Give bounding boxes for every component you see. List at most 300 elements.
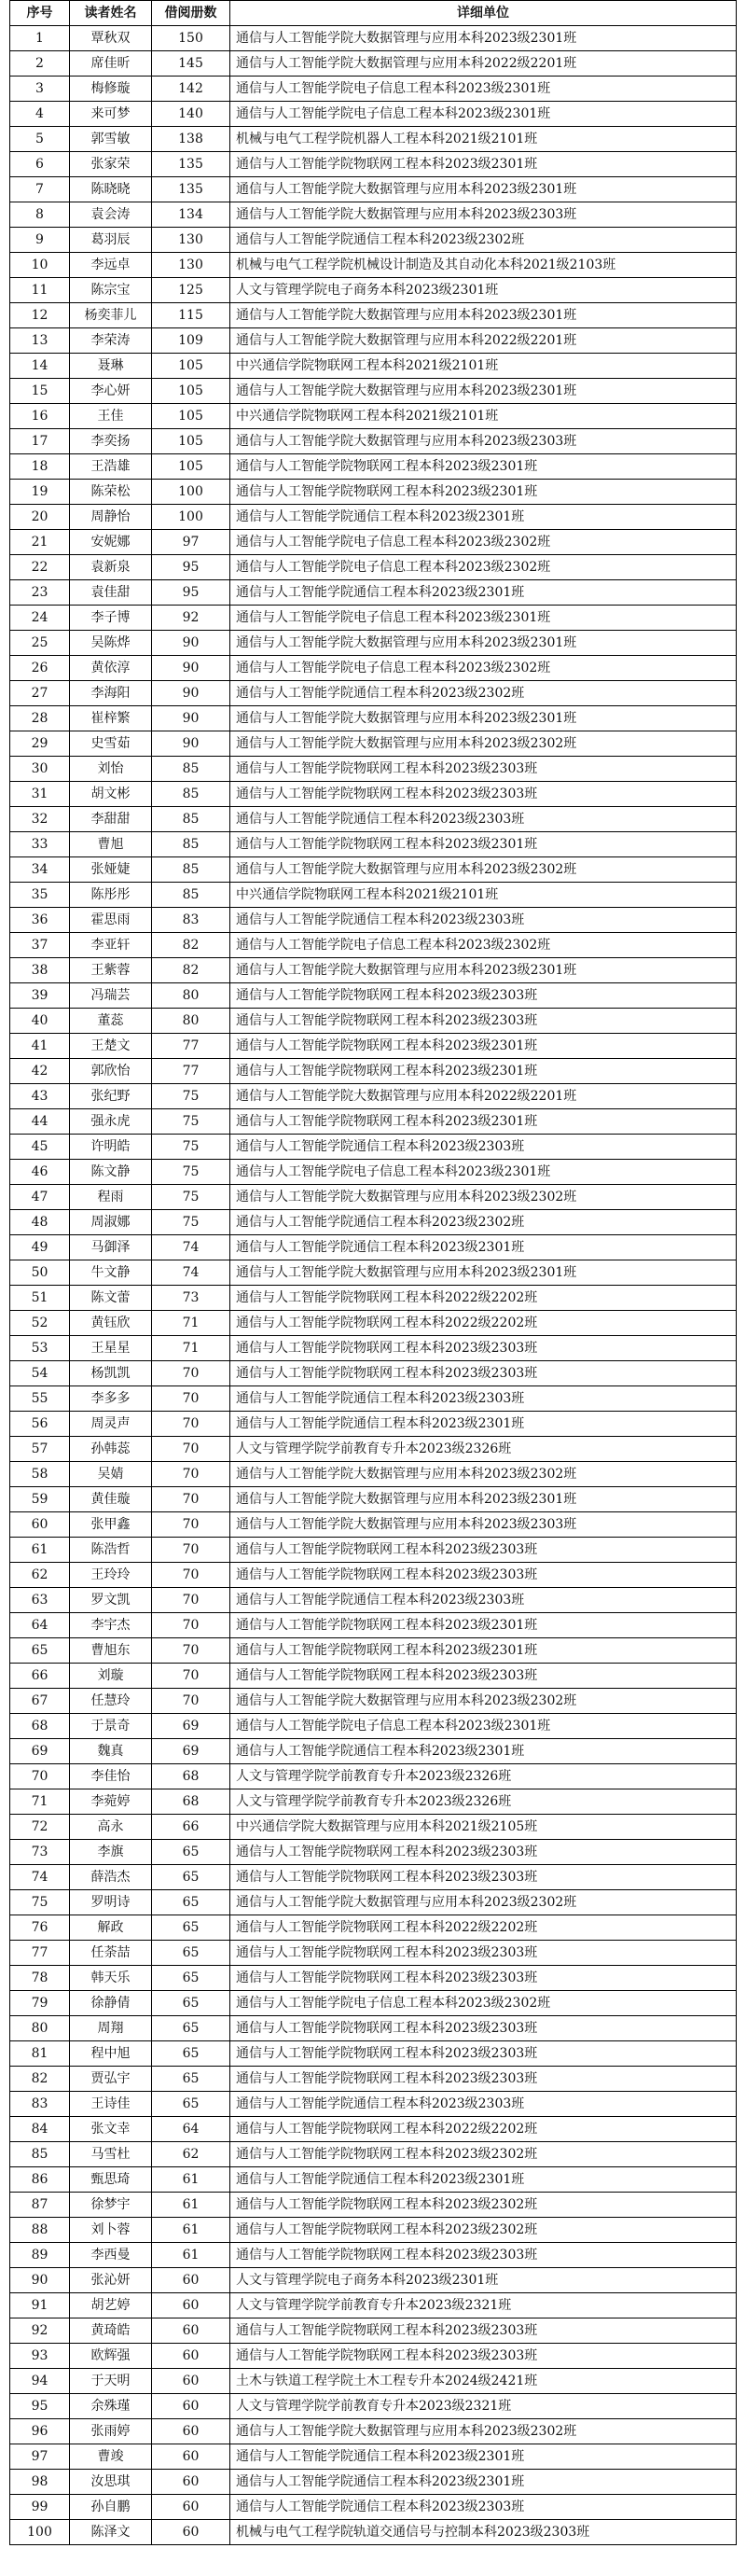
table-row [10,505,737,530]
borrow-count: 70 [152,1613,230,1638]
borrow-count: 75 [152,1185,230,1210]
detail-unit: 通信与人工智能学院通信工程本科2023级2303班 [230,807,737,832]
row-index: 44 [10,1109,70,1135]
borrow-count: 115 [152,303,230,328]
reader-name: 覃秋双 [70,26,152,51]
borrow-count: 70 [152,1462,230,1487]
reader-name: 郭雪敏 [70,127,152,152]
table-row [10,77,737,102]
reader-name: 王楚文 [70,1034,152,1059]
borrow-count: 82 [152,933,230,958]
reader-name: 张娅婕 [70,857,152,883]
reader-name: 马雪杜 [70,2142,152,2167]
borrow-count: 60 [152,2444,230,2470]
table-row [10,1487,737,1512]
table-row [10,1462,737,1487]
detail-unit: 通信与人工智能学院电子信息工程本科2023级2302班 [230,656,737,681]
table-row [10,958,737,983]
reader-name: 李远卓 [70,253,152,278]
reader-name: 黄佳璇 [70,1487,152,1512]
detail-unit: 通信与人工智能学院电子信息工程本科2023级2301班 [230,1714,737,1739]
detail-unit: 通信与人工智能学院物联网工程本科2023级2301班 [230,480,737,505]
row-index: 4 [10,102,70,127]
borrow-count: 70 [152,1412,230,1437]
reader-name: 李佳怡 [70,1764,152,1789]
detail-unit: 机械与电气工程学院机械设计制造及其自动化本科2021级2103班 [230,253,737,278]
row-index: 63 [10,1588,70,1613]
reader-name: 李多多 [70,1386,152,1412]
detail-unit: 中兴通信学院物联网工程本科2021级2101班 [230,404,737,429]
table-row [10,1941,737,1966]
table-row [10,1311,737,1336]
reader-name: 周翔 [70,2016,152,2041]
table-row [10,656,737,681]
reader-name: 陈文静 [70,1160,152,1185]
row-index: 26 [10,656,70,681]
row-index: 95 [10,2394,70,2419]
table-row [10,832,737,857]
borrow-count: 70 [152,1664,230,1689]
detail-unit: 通信与人工智能学院通信工程本科2023级2302班 [230,1210,737,1235]
reader-name: 陈彤彤 [70,883,152,908]
detail-unit: 通信与人工智能学院通信工程本科2023级2303班 [230,1386,737,1412]
table-row [10,2520,737,2545]
row-index: 39 [10,983,70,1009]
reader-name: 魏真 [70,1739,152,1764]
detail-unit: 通信与人工智能学院物联网工程本科2023级2303班 [230,1336,737,1361]
reader-name: 冯瑞芸 [70,983,152,1009]
table-row [10,1915,737,1941]
table-row [10,807,737,832]
row-index: 28 [10,706,70,731]
reader-name: 罗文凯 [70,1588,152,1613]
reader-name: 王佳 [70,404,152,429]
detail-unit: 通信与人工智能学院物联网工程本科2023级2303班 [230,2243,737,2268]
table-row [10,2394,737,2419]
reader-name: 吴陈烨 [70,631,152,656]
table-row [10,1512,737,1538]
borrow-count: 95 [152,555,230,580]
row-index: 91 [10,2293,70,2318]
detail-unit: 通信与人工智能学院通信工程本科2023级2302班 [230,681,737,706]
row-index: 59 [10,1487,70,1512]
reader-name: 杨凯凯 [70,1361,152,1386]
borrow-count: 85 [152,857,230,883]
borrow-count: 65 [152,2016,230,2041]
table-row [10,606,737,631]
row-index: 71 [10,1789,70,1815]
borrow-count: 60 [152,2369,230,2394]
detail-unit: 通信与人工智能学院电子信息工程本科2023级2302班 [230,530,737,555]
table-row [10,404,737,429]
table-row [10,1538,737,1563]
detail-unit: 通信与人工智能学院物联网工程本科2023级2301班 [230,1638,737,1664]
detail-unit: 通信与人工智能学院物联网工程本科2023级2301班 [230,1613,737,1638]
header-row [10,1,737,26]
reader-name: 袁佳甜 [70,580,152,606]
table-row [10,1613,737,1638]
table-row [10,857,737,883]
reader-name: 王浩雄 [70,454,152,480]
detail-unit: 通信与人工智能学院物联网工程本科2022级2202班 [230,1915,737,1941]
borrow-count: 68 [152,1764,230,1789]
row-index: 33 [10,832,70,857]
table-row [10,1865,737,1890]
table-row [10,1286,737,1311]
table-row [10,2243,737,2268]
borrow-count: 97 [152,530,230,555]
detail-unit: 通信与人工智能学院物联网工程本科2023级2301班 [230,1109,737,1135]
table-row [10,1890,737,1915]
row-index: 8 [10,202,70,228]
header-reader-name: 读者姓名 [70,1,152,26]
detail-unit: 中兴通信学院物联网工程本科2021级2101班 [230,883,737,908]
reader-name: 牛文静 [70,1260,152,1286]
reader-name: 孙自鹏 [70,2495,152,2520]
detail-unit: 通信与人工智能学院物联网工程本科2022级2202班 [230,1311,737,1336]
table-row [10,1991,737,2016]
row-index: 55 [10,1386,70,1412]
table-row [10,2344,737,2369]
reader-name: 陈宗宝 [70,278,152,303]
detail-unit: 中兴通信学院大数据管理与应用本科2021级2105班 [230,1815,737,1840]
detail-unit: 土木与铁道工程学院土木工程专升本2024级2421班 [230,2369,737,2394]
table-row [10,1815,737,1840]
row-index: 11 [10,278,70,303]
borrow-count: 70 [152,1588,230,1613]
borrow-count: 83 [152,908,230,933]
borrow-count: 140 [152,102,230,127]
table-row [10,1059,737,1084]
borrow-count: 85 [152,883,230,908]
borrow-count: 61 [152,2193,230,2218]
reader-name: 聂琳 [70,354,152,379]
detail-unit: 通信与人工智能学院电子信息工程本科2023级2301班 [230,606,737,631]
detail-unit: 通信与人工智能学院大数据管理与应用本科2023级2303班 [230,202,737,228]
table-row [10,1563,737,1588]
reader-name: 陈浩哲 [70,1538,152,1563]
borrow-count: 105 [152,429,230,454]
table-row [10,1588,737,1613]
row-index: 15 [10,379,70,404]
reader-name: 陈荣松 [70,480,152,505]
reader-name: 李菀婷 [70,1789,152,1815]
row-index: 38 [10,958,70,983]
reader-name: 余殊瑾 [70,2394,152,2419]
table-row [10,152,737,177]
row-index: 34 [10,857,70,883]
table-row [10,2193,737,2218]
row-index: 7 [10,177,70,202]
table-row [10,102,737,127]
borrow-count: 85 [152,807,230,832]
detail-unit: 通信与人工智能学院物联网工程本科2023级2303班 [230,983,737,1009]
detail-unit: 通信与人工智能学院物联网工程本科2023级2301班 [230,832,737,857]
reader-name: 甄思琦 [70,2167,152,2193]
detail-unit: 通信与人工智能学院物联网工程本科2023级2301班 [230,152,737,177]
detail-unit: 通信与人工智能学院物联网工程本科2023级2303班 [230,1865,737,1890]
row-index: 66 [10,1664,70,1689]
table-row [10,1966,737,1991]
row-index: 75 [10,1890,70,1915]
reader-name: 程中旭 [70,2041,152,2067]
reader-name: 李宇杰 [70,1613,152,1638]
row-index: 22 [10,555,70,580]
reader-name: 任慧玲 [70,1689,152,1714]
reader-name: 刘怡 [70,757,152,782]
detail-unit: 通信与人工智能学院通信工程本科2023级2303班 [230,1135,737,1160]
detail-unit: 通信与人工智能学院大数据管理与应用本科2023级2302班 [230,731,737,757]
row-index: 5 [10,127,70,152]
borrow-count: 85 [152,782,230,807]
row-index: 19 [10,480,70,505]
row-index: 37 [10,933,70,958]
reader-name: 汝思琪 [70,2470,152,2495]
row-index: 85 [10,2142,70,2167]
borrow-count: 92 [152,606,230,631]
table-row [10,2369,737,2394]
borrow-count: 70 [152,1563,230,1588]
table-row [10,480,737,505]
table-row [10,2218,737,2243]
borrow-count: 69 [152,1739,230,1764]
reader-name: 董蕊 [70,1009,152,1034]
table-row [10,1739,737,1764]
row-index: 93 [10,2344,70,2369]
row-index: 30 [10,757,70,782]
borrow-count: 85 [152,757,230,782]
table-row [10,2268,737,2293]
row-index: 51 [10,1286,70,1311]
table-row [10,706,737,731]
reader-name: 张甲鑫 [70,1512,152,1538]
table-row [10,26,737,51]
borrow-count: 68 [152,1789,230,1815]
borrow-count: 135 [152,177,230,202]
table-row [10,883,737,908]
table-row [10,303,737,328]
table-row [10,1638,737,1664]
borrow-count: 70 [152,1538,230,1563]
detail-unit: 通信与人工智能学院大数据管理与应用本科2023级2302班 [230,1185,737,1210]
detail-unit: 通信与人工智能学院物联网工程本科2023级2303班 [230,782,737,807]
reader-name: 张沁妍 [70,2268,152,2293]
reader-name: 刘璇 [70,1664,152,1689]
detail-unit: 通信与人工智能学院大数据管理与应用本科2023级2302班 [230,1462,737,1487]
reader-name: 于天明 [70,2369,152,2394]
borrow-count: 60 [152,2268,230,2293]
detail-unit: 通信与人工智能学院物联网工程本科2023级2303班 [230,2067,737,2092]
row-index: 80 [10,2016,70,2041]
table-row [10,1160,737,1185]
detail-unit: 通信与人工智能学院通信工程本科2023级2301班 [230,580,737,606]
table-row [10,379,737,404]
reader-name: 王紫蓉 [70,958,152,983]
borrow-count: 71 [152,1336,230,1361]
reader-name: 马御泽 [70,1235,152,1260]
detail-unit: 通信与人工智能学院电子信息工程本科2023级2302班 [230,555,737,580]
row-index: 89 [10,2243,70,2268]
reader-name: 张家荣 [70,152,152,177]
detail-unit: 通信与人工智能学院物联网工程本科2023级2303班 [230,1941,737,1966]
detail-unit: 通信与人工智能学院大数据管理与应用本科2023级2301班 [230,958,737,983]
reader-name: 徐静倩 [70,1991,152,2016]
table-row [10,51,737,77]
reader-name: 周淑娜 [70,1210,152,1235]
borrow-count: 82 [152,958,230,983]
borrow-count: 90 [152,656,230,681]
table-row [10,328,737,354]
borrow-count: 65 [152,1966,230,1991]
row-index: 31 [10,782,70,807]
reader-name: 高永 [70,1815,152,1840]
detail-unit: 通信与人工智能学院大数据管理与应用本科2023级2301班 [230,26,737,51]
table-row [10,1135,737,1160]
reader-name: 黄依淳 [70,656,152,681]
borrow-count: 70 [152,1689,230,1714]
borrow-count: 70 [152,1487,230,1512]
reader-name: 任荼喆 [70,1941,152,1966]
borrow-count: 60 [152,2419,230,2444]
reader-name: 张雨婷 [70,2419,152,2444]
row-index: 41 [10,1034,70,1059]
header-index: 序号 [10,1,70,26]
detail-unit: 通信与人工智能学院通信工程本科2023级2303班 [230,2495,737,2520]
detail-unit: 通信与人工智能学院物联网工程本科2023级2303班 [230,2318,737,2344]
detail-unit: 通信与人工智能学院物联网工程本科2023级2303班 [230,1361,737,1386]
row-index: 97 [10,2444,70,2470]
borrow-count: 60 [152,2318,230,2344]
reader-name: 吴婧 [70,1462,152,1487]
reader-name: 刘卜蓉 [70,2218,152,2243]
detail-unit: 通信与人工智能学院物联网工程本科2023级2303班 [230,1009,737,1034]
detail-unit: 通信与人工智能学院物联网工程本科2023级2302班 [230,2193,737,2218]
borrow-count: 75 [152,1109,230,1135]
row-index: 58 [10,1462,70,1487]
borrow-count: 65 [152,2041,230,2067]
row-index: 9 [10,228,70,253]
reader-name: 罗明诗 [70,1890,152,1915]
borrow-count: 71 [152,1311,230,1336]
detail-unit: 通信与人工智能学院物联网工程本科2022级2202班 [230,1286,737,1311]
row-index: 94 [10,2369,70,2394]
borrow-count: 60 [152,2470,230,2495]
row-index: 70 [10,1764,70,1789]
row-index: 18 [10,454,70,480]
borrow-count: 134 [152,202,230,228]
reader-name: 许明皓 [70,1135,152,1160]
reader-name: 李荣涛 [70,328,152,354]
reader-name: 徐梦宇 [70,2193,152,2218]
row-index: 60 [10,1512,70,1538]
row-index: 10 [10,253,70,278]
row-index: 47 [10,1185,70,1210]
row-index: 32 [10,807,70,832]
table-row [10,1714,737,1739]
detail-unit: 通信与人工智能学院物联网工程本科2023级2301班 [230,1059,737,1084]
borrow-count: 145 [152,51,230,77]
table-row [10,354,737,379]
reader-name: 袁会涛 [70,202,152,228]
detail-unit: 人文与管理学院学前教育专升本2023级2321班 [230,2394,737,2419]
detail-unit: 中兴通信学院物联网工程本科2021级2101班 [230,354,737,379]
reader-name: 张纪野 [70,1084,152,1109]
detail-unit: 通信与人工智能学院物联网工程本科2023级2302班 [230,2142,737,2167]
borrow-count: 90 [152,731,230,757]
borrow-count: 130 [152,253,230,278]
borrow-count: 135 [152,152,230,177]
detail-unit: 通信与人工智能学院通信工程本科2023级2301班 [230,2444,737,2470]
table-row [10,2092,737,2117]
row-index: 57 [10,1437,70,1462]
row-index: 68 [10,1714,70,1739]
detail-unit: 通信与人工智能学院大数据管理与应用本科2023级2302班 [230,857,737,883]
row-index: 65 [10,1638,70,1664]
detail-unit: 通信与人工智能学院电子信息工程本科2023级2301班 [230,102,737,127]
detail-unit: 通信与人工智能学院大数据管理与应用本科2023级2301班 [230,379,737,404]
reader-name: 李亚轩 [70,933,152,958]
detail-unit: 机械与电气工程学院机器人工程本科2021级2101班 [230,127,737,152]
reader-name: 胡艺婷 [70,2293,152,2318]
detail-unit: 通信与人工智能学院通信工程本科2023级2301班 [230,1412,737,1437]
reader-name: 袁新泉 [70,555,152,580]
borrow-count: 61 [152,2218,230,2243]
borrow-count: 61 [152,2243,230,2268]
row-index: 35 [10,883,70,908]
row-index: 87 [10,2193,70,2218]
row-index: 76 [10,1915,70,1941]
reader-name: 薛浩杰 [70,1865,152,1890]
borrow-count: 75 [152,1135,230,1160]
row-index: 50 [10,1260,70,1286]
row-index: 27 [10,681,70,706]
reader-name: 于景奇 [70,1714,152,1739]
reader-name: 李奕扬 [70,429,152,454]
reader-name: 解政 [70,1915,152,1941]
borrow-count: 105 [152,379,230,404]
detail-unit: 通信与人工智能学院物联网工程本科2023级2303班 [230,2344,737,2369]
borrow-count: 60 [152,2520,230,2545]
row-index: 14 [10,354,70,379]
row-index: 83 [10,2092,70,2117]
borrow-count: 65 [152,1840,230,1865]
row-index: 79 [10,1991,70,2016]
table-row [10,983,737,1009]
borrow-count: 90 [152,681,230,706]
borrow-count: 105 [152,404,230,429]
table-row [10,1789,737,1815]
reader-name: 史雪茹 [70,731,152,757]
borrow-count: 77 [152,1034,230,1059]
table-row [10,2293,737,2318]
reader-name: 安妮娜 [70,530,152,555]
reader-name: 霍思雨 [70,908,152,933]
row-index: 88 [10,2218,70,2243]
detail-unit: 通信与人工智能学院大数据管理与应用本科2023级2303班 [230,429,737,454]
table-row [10,1109,737,1135]
table-row [10,1009,737,1034]
row-index: 20 [10,505,70,530]
table-row [10,2016,737,2041]
borrow-count: 65 [152,1991,230,2016]
table-row [10,1689,737,1714]
row-index: 1 [10,26,70,51]
header-unit: 详细单位 [230,1,737,26]
borrow-count: 142 [152,77,230,102]
reader-name: 李子博 [70,606,152,631]
table-row [10,731,737,757]
detail-unit: 人文与管理学院学前教育专升本2023级2326班 [230,1437,737,1462]
